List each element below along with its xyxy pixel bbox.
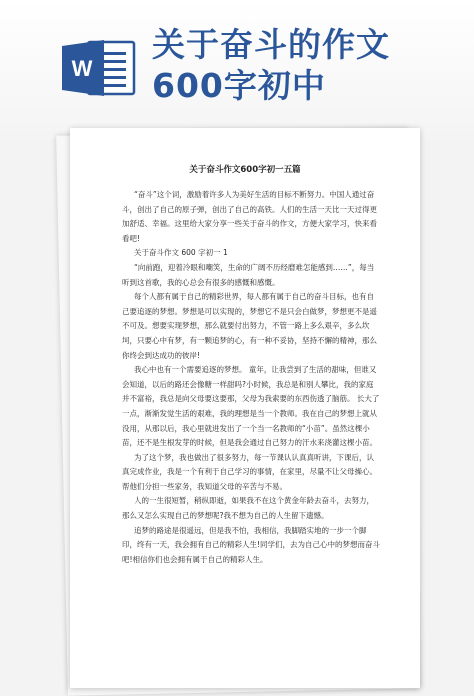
paragraph: 追梦的路途是很遥远，但是我不怕，我相信，我脚踏实地的一步一个脚印，终有一天，我会拥有自己的精彩人生!同学们，去为自己心中的梦想而奋斗吧!相信你们也会拥有属于自己的精彩人生。 [122,525,381,564]
document-body [122,188,380,567]
paragraph: 每个人都有属于自己的精彩世界，每人都有属于自己的奋斗目标，也有自己要追逐的梦想。梦想是可以实现的，梦想它不是只会白做梦，梦想更不是遥不可及。想要实现梦想，那么就要付出努力，不管一路上多么艰辛，多么坎坷，只要心中有梦，有一颗追梦的心，有一种不妥协，坚持不懈的精神，那么你终会到达成功的彼岸! [122,292,377,360]
word-doc-icon [60,38,136,98]
section-heading: 关于奋斗作文 600 字初一 1 [134,248,228,258]
svg-text:W: W [71,56,93,81]
banner-title: 关于奋斗的作文600字初中 [152,25,390,105]
header-banner [0,0,474,140]
document-page [70,128,420,688]
paragraph: 我心中也有一个需要追逐的梦想。 童年，让我尝到了生活的甜味，但谁又会知道，以后的路还会像糖一样甜吗?小时候，我总是和别人攀比，我的家庭并不富裕，我总是向父母要这要那，父母为我索要的东西伤透了脑筋。 长大了一点，渐渐发觉生活的艰难，我的理想是当一个教师。我在自己的梦想上就从没用，从那以后，我心里就进发出了一个当一名教师的“小苗”。虽然这棵小苗，还不是生根发芽的时候，但是我会通过自己努力的汗水来浇灌这棵小苗。 [122,365,380,448]
document-title: 关于奋斗作文600字初一五篇 [189,165,301,175]
paragraph: “奋斗”这个词，激励着许多人为美好生活的目标不断努力。中国人通过奋斗，创出了自己的原子弹，创出了自己的高铁。人们的生活一天比一天过得更加舒适、幸福。这里给大家分享一些关于奋斗的作文，方便大家学习，快来看看吧! [122,190,377,243]
paragraph: 为了这个梦，我也做出了很多努力，每一节课认认真真听讲，下课后，认真完成作业，我是一个有利于自己学习的事情，在家里，尽量不让父母操心。 帮他们分担一些家务，我知道父母的辛苦与不易。 [122,452,377,491]
paragraph: “向前跑，迎着冷眼和嘲笑，生命的广阔不历经磨难怎能感到……”，每当听到这首歌，我的心总会有很多的感慨和感慨。 [122,262,375,287]
paragraph: 人的一生很短暂，稍纵即逝，如果我不在这个黄金年龄去奋斗，去努力，那么又怎么实现自己的梦想呢?我不想为自己的人生留下遗憾。 [122,496,374,521]
